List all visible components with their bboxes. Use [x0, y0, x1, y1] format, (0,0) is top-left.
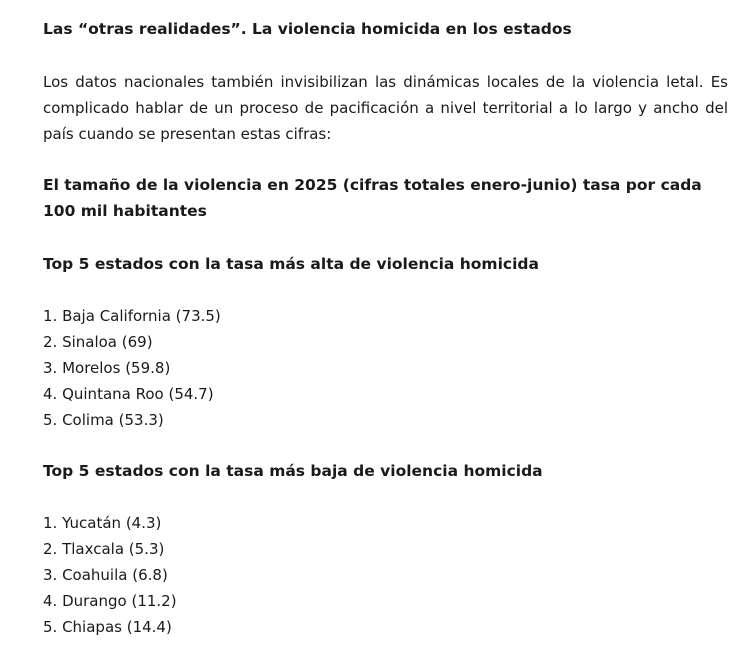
list-item: 5. Chiapas (14.4): [43, 618, 172, 636]
list-item: 1. Baja California (73.5): [43, 307, 221, 325]
list-item: 2. Tlaxcala (5.3): [43, 540, 165, 558]
intro-paragraph: Los datos nacionales también invisibilizan las dinámicas locales de la violencia letal. Es complicado hablar de un proceso de pacificación a nivel territorial a lo largo y ancho del país cuando se presentan estas cifras:: [43, 73, 728, 143]
list-item: 4. Durango (11.2): [43, 592, 177, 610]
top-high-list: [43, 303, 221, 433]
list-item: 3. Coahuila (6.8): [43, 566, 168, 584]
list-item: 4. Quintana Roo (54.7): [43, 385, 214, 403]
violence-size-title: El tamaño de la violencia en 2025 (cifras totales enero-junio) tasa por cada 100 mil habitantes: [43, 176, 702, 220]
article-heading: Las “otras realidades”. La violencia homicida en los estados: [43, 20, 572, 38]
list-item: 1. Yucatán (4.3): [43, 514, 162, 532]
list-item: 3. Morelos (59.8): [43, 359, 171, 377]
top-low-title: Top 5 estados con la tasa más baja de violencia homicida: [43, 462, 543, 480]
list-item: 2. Sinaloa (69): [43, 333, 153, 351]
list-item: 5. Colima (53.3): [43, 411, 164, 429]
top-low-list: [43, 510, 177, 640]
top-high-title: Top 5 estados con la tasa más alta de violencia homicida: [43, 255, 539, 273]
